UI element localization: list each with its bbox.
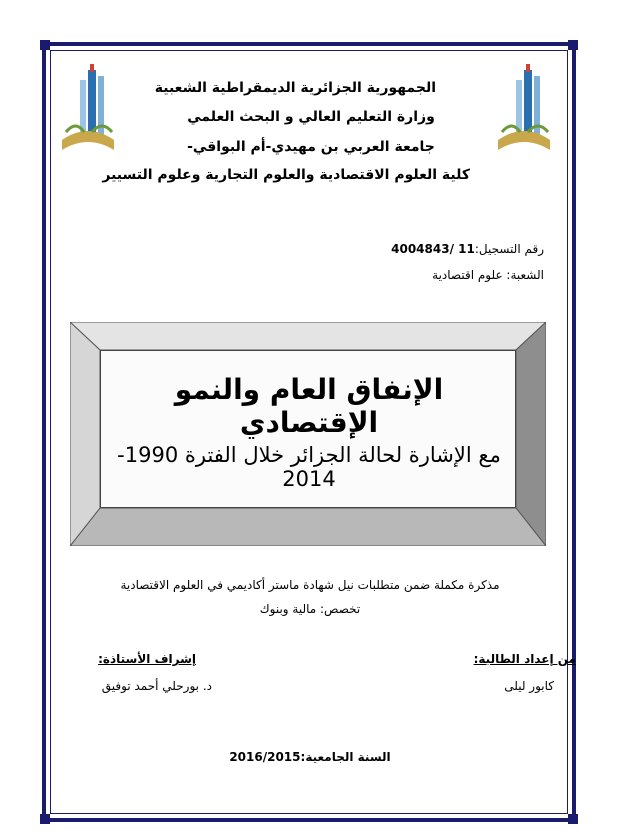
registration-number (380, 242, 544, 256)
corner-ornament (40, 40, 50, 50)
title-box-face (100, 350, 516, 508)
student-label: من إعداد الطالبة: (473, 652, 576, 666)
registration-label: رقم التسجيل: (474, 242, 544, 256)
supervisor-name: د. بورحلي أحمد توفيق (101, 679, 212, 693)
branch-field: الشعبة: علوم اقتصادية (432, 268, 544, 282)
university-logo-right (494, 62, 554, 156)
title-box (70, 322, 546, 546)
header-republic: الجمهورية الجزائرية الديمقراطية الشعبية (154, 80, 436, 96)
header-ministry: وزارة التعليم العالي و البحث العلمي (187, 109, 435, 125)
thesis-title: الإنفاق العام والنمو الإقتصادي (174, 373, 444, 439)
thesis-description: مذكرة مكملة ضمن متطلبات نيل شهادة ماستر أكاديمي في العلوم الاقتصادية (120, 578, 500, 592)
student-name: كابور ليلى (504, 679, 554, 693)
academic-year: السنة الجامعية:2016/2015 (229, 750, 391, 764)
thesis-subtitle: مع الإشارة لحالة الجزائر خلال الفترة 1990-2014 (117, 443, 501, 491)
university-logo-left (58, 62, 118, 156)
corner-ornament (40, 814, 50, 824)
supervisor-label: إشراف الأستاذة: (98, 652, 196, 666)
corner-ornament (568, 814, 578, 824)
registration-value: 11 /4004843 (391, 242, 475, 256)
thesis-specialty: تخصص: مالية وبنوك (259, 602, 361, 616)
header-university: جامعة العربي بن مهيدي-أم البواقي- (187, 139, 435, 155)
header-faculty: كلية العلوم الاقتصادية والعلوم التجارية وعلوم التسيير (102, 167, 470, 183)
corner-ornament (568, 40, 578, 50)
